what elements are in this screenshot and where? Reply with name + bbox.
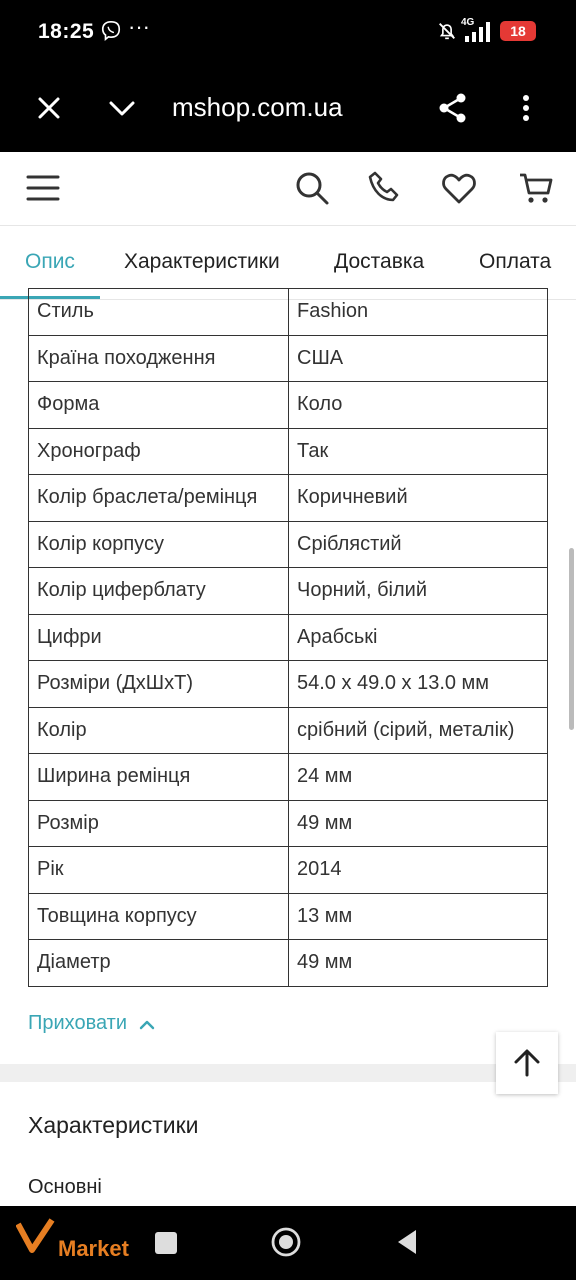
table-row [29,847,548,894]
table-row [29,568,548,615]
table-row [29,661,548,708]
signal-icon [463,22,493,42]
system-navigation-bar [0,1206,576,1280]
table-row [29,893,548,940]
brand-name: Market [58,1236,129,1261]
arrow-up-icon [512,1048,542,1078]
spec-key: Рік [29,847,289,894]
tab-delivery[interactable]: Доставка [334,250,425,273]
recent-apps-icon[interactable] [150,1226,182,1258]
spec-value: 49 мм [289,940,548,987]
spec-value: Так [289,428,548,475]
spec-key: Хронограф [29,428,289,475]
back-icon[interactable] [392,1226,424,1258]
table-row [29,940,548,987]
scrollbar[interactable] [569,548,574,730]
spec-key: Форма [29,382,289,429]
brand-logo-icon [16,1218,56,1258]
chevron-up-icon [139,1018,155,1030]
table-row [29,382,548,429]
spec-key: Колір циферблату [29,568,289,615]
spec-value: Коричневий [289,475,548,522]
table-row [29,289,548,336]
table-row [29,428,548,475]
table-row [29,475,548,522]
cart-icon[interactable] [518,170,554,206]
spec-value: Чорний, білий [289,568,548,615]
spec-value: 49 мм [289,800,548,847]
spec-key: Стиль [29,289,289,336]
spec-key: Колір корпусу [29,521,289,568]
table-row [29,707,548,754]
specs-table [28,288,548,987]
status-time: 18:25 [38,20,95,43]
tab-characteristics[interactable]: Характеристики [124,250,280,273]
spec-value: 24 мм [289,754,548,801]
spec-key: Країна походження [29,335,289,382]
bell-muted-icon [436,20,458,42]
table-row [29,800,548,847]
description-card [0,300,576,1064]
chevron-down-icon[interactable] [106,92,138,124]
battery-level: 18 [500,21,536,41]
scroll-to-top-button[interactable] [496,1032,558,1094]
tab-description[interactable]: Опис [25,250,75,273]
spec-key: Розміри (ДхШхТ) [29,661,289,708]
heart-icon[interactable] [441,170,477,206]
table-row [29,335,548,382]
more-vert-icon[interactable] [510,92,542,124]
viber-icon [100,20,122,42]
table-row [29,521,548,568]
site-header [0,152,576,226]
spec-value: США [289,335,548,382]
section-title: Характеристики [28,1112,199,1138]
spec-value: 54.0 x 49.0 x 13.0 мм [289,661,548,708]
spec-value: 13 мм [289,893,548,940]
hide-button[interactable] [28,1012,155,1035]
close-icon[interactable] [33,92,65,124]
spec-value: Fashion [289,289,548,336]
network-type: 4G [461,17,475,28]
search-icon[interactable] [294,170,330,206]
spec-value: Арабські [289,614,548,661]
characteristics-section [0,1082,576,1206]
table-row [29,754,548,801]
spec-value: срібний (сірий, металік) [289,707,548,754]
spec-value: Коло [289,382,548,429]
brand-watermark [16,1214,136,1270]
more-notifications-icon: ··· [128,14,150,39]
spec-key: Колір [29,707,289,754]
spec-value: Сріблястий [289,521,548,568]
section-divider [0,1064,576,1082]
spec-key: Ширина ремінця [29,754,289,801]
spec-value: 2014 [289,847,548,894]
section-subtitle: Основні [28,1176,102,1198]
tab-payment[interactable]: Оплата [479,250,552,273]
table-row [29,614,548,661]
spec-key: Розмір [29,800,289,847]
home-icon[interactable] [270,1226,302,1258]
spec-key: Товщина корпусу [29,893,289,940]
spec-key: Цифри [29,614,289,661]
spec-key: Діаметр [29,940,289,987]
browser-toolbar [0,64,576,152]
menu-icon[interactable] [25,170,61,206]
spec-key: Колір браслета/ремінця [29,475,289,522]
hide-label: Приховати [28,1012,127,1034]
share-icon[interactable] [437,92,469,124]
status-bar [0,0,576,64]
url-text[interactable]: mshop.com.ua [172,92,343,122]
phone-icon[interactable] [367,170,403,206]
